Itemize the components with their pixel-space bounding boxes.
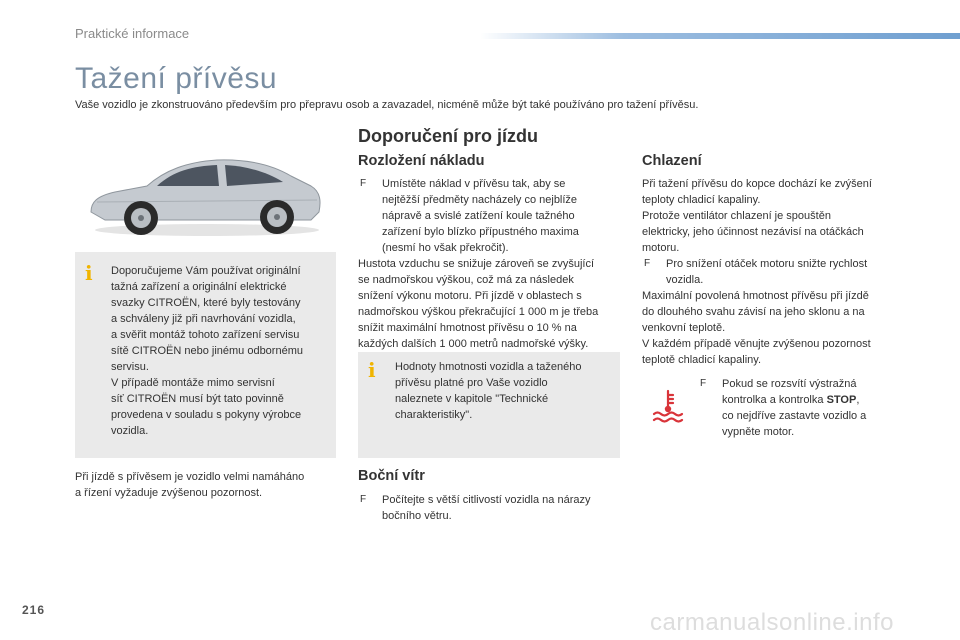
bullet-line: (nesmí ho však překročit). [382,242,509,254]
info-line: Hodnoty hmotnosti vozidla a taženého [395,361,582,373]
info-line: přívěsu platné pro Vaše vozidlo [395,377,548,389]
info-line: svazky CITROËN, které byly testovány [111,297,301,309]
info-line: naleznete v kapitole "Technické [395,393,549,405]
air-density-paragraph [358,256,624,352]
info-line: servisu. [111,361,149,373]
bullet-line: nápravě a svislé zatížení koule tažného [382,210,575,222]
load-bullet [358,176,620,256]
bullet-line: Umístěte náklad v přívěsu tak, aby se [382,178,566,190]
info-box-text [395,359,615,423]
load-distribution-heading: Rozložení nákladu [358,153,485,169]
stop-label: STOP [826,394,857,406]
bullet-line: nejtěžší předměty nacházely co nejblíže [382,194,578,206]
info-line: tažná zařízení a originální elektrické [111,281,287,293]
bullet-marker: F [360,494,367,505]
info-line: V případě montáže mimo servisní [111,377,275,389]
coolant-temperature-warning-icon [650,388,686,424]
info-box-text [111,263,333,439]
bullet-line: zařízení bylo blízko přípustného maxima [382,226,579,238]
bullet-marker: F [700,378,707,389]
cooling-line: Protože ventilátor chlazení je spouštěn [642,210,831,222]
info-line: síť CITROËN musí být tato povinně [111,393,284,405]
bullet-marker: F [360,178,367,189]
cooling-line: teplotě chladicí kapaliny. [642,354,762,366]
cooling-line: Při tažení přívěsu do kopce dochází ke zvýšení [642,178,872,190]
cooling-line: Maximální povolená hmotnost přívěsu při jízdě [642,290,869,302]
density-line: snížení výkonu motoru. Při jízdě v oblastech s [358,290,582,302]
warning-line: Pokud se rozsvítí výstražná [722,378,857,390]
coolant-warning-bullet [698,376,918,440]
cooling-line: V každém případě věnujte zvýšenou pozornost [642,338,871,350]
warning-line: kontrolka a kontrolka STOP, [722,394,860,406]
crosswind-bullet [358,492,624,524]
density-line: nadmořskou výškou překračující 1 000 m je třeba [358,306,599,318]
info-line: provedena v souladu s pokyny výrobce [111,409,302,421]
driving-advice-heading: Doporučení pro jízdu [358,126,538,146]
cooling-line: venkovní teplotě. [642,322,726,334]
info-line: vozidla. [111,425,149,437]
info-line: sítě CITROËN nebo jinému odbornému [111,345,303,357]
note-line: a řízení vyžaduje zvýšenou pozornost. [75,487,263,499]
info-box-towing-equipment [75,252,336,458]
cooling-bullet [642,256,912,288]
intro-text: Vaše vozidlo je zkonstruováno především pro přepravu osob a zavazadel, nicméně může být také používáno pro tažení přívěsu. [75,99,699,111]
page-number: 216 [22,603,46,617]
bullet-marker: F [644,258,651,269]
density-line: Hustota vzduchu se snižuje zároveň se zvyšující [358,258,595,270]
bullet-line: Počítejte s větší citlivostí vozidla na nárazy [382,494,591,506]
info-box-technical-data [358,352,620,458]
info-icon: i [85,261,93,285]
crosswind-heading: Boční vítr [358,468,425,484]
warning-line: vypněte motor. [722,426,795,438]
watermark: carmanualsonline.info [650,609,894,636]
cooling-line: motoru. [642,242,680,254]
density-line: každých dalších 1 000 metrů nadmořské výšky. [358,338,589,350]
info-line: charakteristiky". [395,409,473,421]
info-line: a schváleny již při navrhování vozidla, [111,313,296,325]
cooling-line: do dlouhého svahu závisí na jeho sklonu a na [642,306,865,318]
bullet-line: vozidla. [666,274,704,286]
cooling-paragraph-1 [642,176,912,256]
info-line: Doporučujeme Vám používat originální [111,265,301,277]
bullet-line: bočního větru. [382,510,452,522]
info-line: a svěřit montáž tohoto zařízení servisu [111,329,300,341]
info-icon: i [368,358,376,382]
header-gradient-bar [480,33,960,39]
page-title: Tažení přívěsu [75,62,278,95]
cooling-line: teploty chladicí kapaliny. [642,194,761,206]
car-illustration [85,140,325,240]
cooling-line: elektricky, jeho účinnost nezávisí na otáčkách [642,226,864,238]
density-line: se nadmořskou výškou, což má za následek [358,274,574,286]
towing-note [75,469,345,501]
density-line: snížit maximální hmotnost přívěsu o 10 % na [358,322,577,334]
note-line: Při jízdě s přívěsem je vozidlo velmi namáháno [75,471,305,483]
section-label: Praktické informace [75,26,190,41]
cooling-paragraph-2 [642,288,912,368]
warning-line: co nejdříve zastavte vozidlo a [722,410,867,422]
cooling-heading: Chlazení [642,153,702,169]
bullet-line: Pro snížení otáček motoru snižte rychlost [666,258,868,270]
